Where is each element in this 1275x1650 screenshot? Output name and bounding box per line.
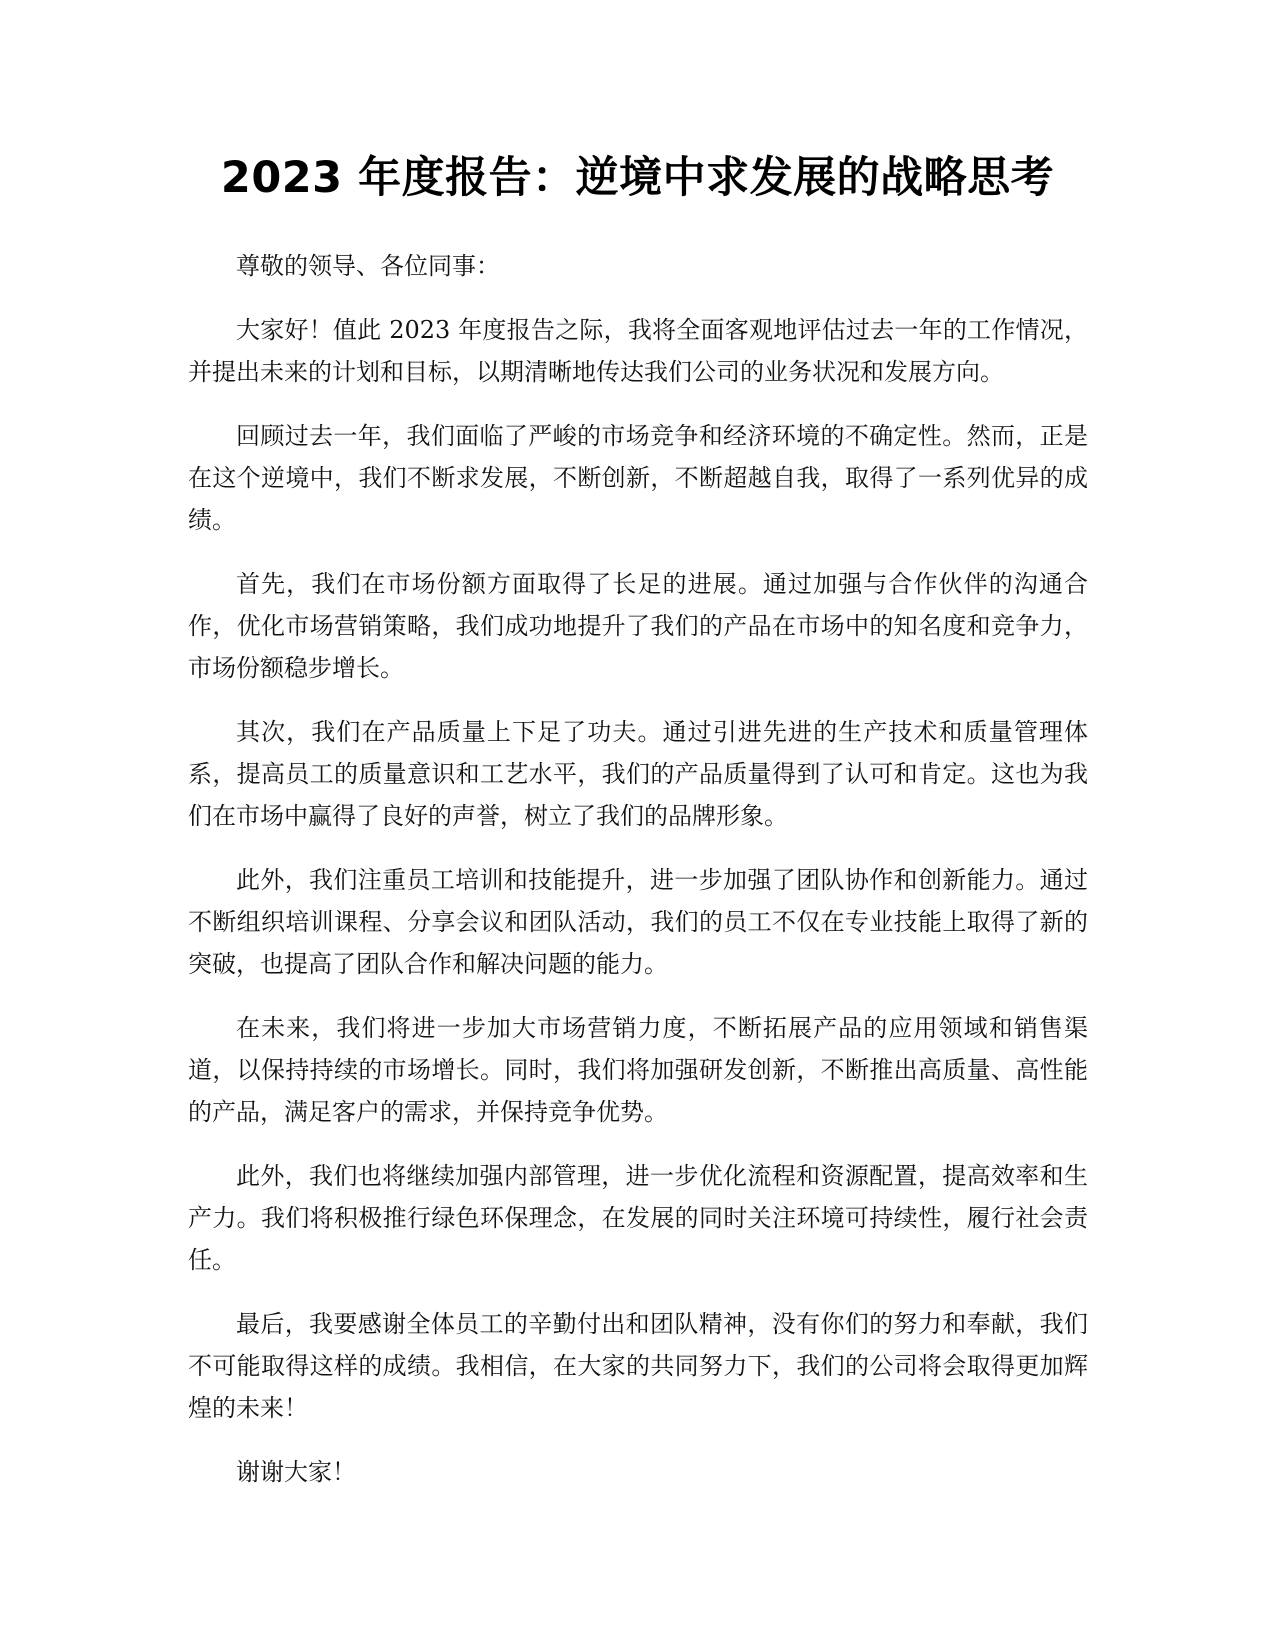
document-title: 2023 年度报告：逆境中求发展的战略思考 — [220, 153, 1055, 203]
intro-paragraph: 大家好！值此 2023 年度报告之际，我将全面客观地评估过去一年的工作情况，并提出未来的计划和目标，以期清晰地传达我们公司的业务状况和发展方向。 — [188, 316, 1088, 386]
thanks-paragraph: 最后，我要感谢全体员工的辛勤付出和团队精神，没有你们的努力和奉献，我们不可能取得这样的成绩。我相信，在大家的共同努力下，我们的公司将会取得更加辉煌的未来！ — [188, 1310, 1088, 1422]
market-share-paragraph: 首先，我们在市场份额方面取得了长足的进展。通过加强与合作伙伴的沟通合作，优化市场营销策略，我们成功地提升了我们的产品在市场中的知名度和竞争力，市场份额稳步增长。 — [188, 570, 1088, 682]
document-body — [188, 245, 1088, 1515]
closing-paragraph: 谢谢大家！ — [236, 1458, 356, 1486]
future-plan-paragraph: 在未来，我们将进一步加大市场营销力度，不断拓展产品的应用领域和销售渠道，以保持持续的市场增长。同时，我们将加强研发创新，不断推出高质量、高性能的产品，满足客户的需求，并保持竞争优势。 — [188, 1014, 1088, 1126]
training-paragraph: 此外，我们注重员工培训和技能提升，进一步加强了团队协作和创新能力。通过不断组织培训课程、分享会议和团队活动，我们的员工不仅在专业技能上取得了新的突破，也提高了团队合作和解决问题的能力。 — [188, 866, 1088, 978]
product-quality-paragraph: 其次，我们在产品质量上下足了功夫。通过引进先进的生产技术和质量管理体系，提高员工的质量意识和工艺水平，我们的产品质量得到了认可和肯定。这也为我们在市场中赢得了良好的声誉，树立了我们的品牌形象。 — [188, 718, 1088, 830]
management-paragraph: 此外，我们也将继续加强内部管理，进一步优化流程和资源配置，提高效率和生产力。我们将积极推行绿色环保理念，在发展的同时关注环境可持续性，履行社会责任。 — [188, 1162, 1088, 1274]
review-paragraph: 回顾过去一年，我们面临了严峻的市场竞争和经济环境的不确定性。然而，正是在这个逆境中，我们不断求发展，不断创新，不断超越自我，取得了一系列优异的成绩。 — [188, 422, 1088, 534]
salutation-paragraph: 尊敬的领导、各位同事： — [236, 252, 500, 280]
